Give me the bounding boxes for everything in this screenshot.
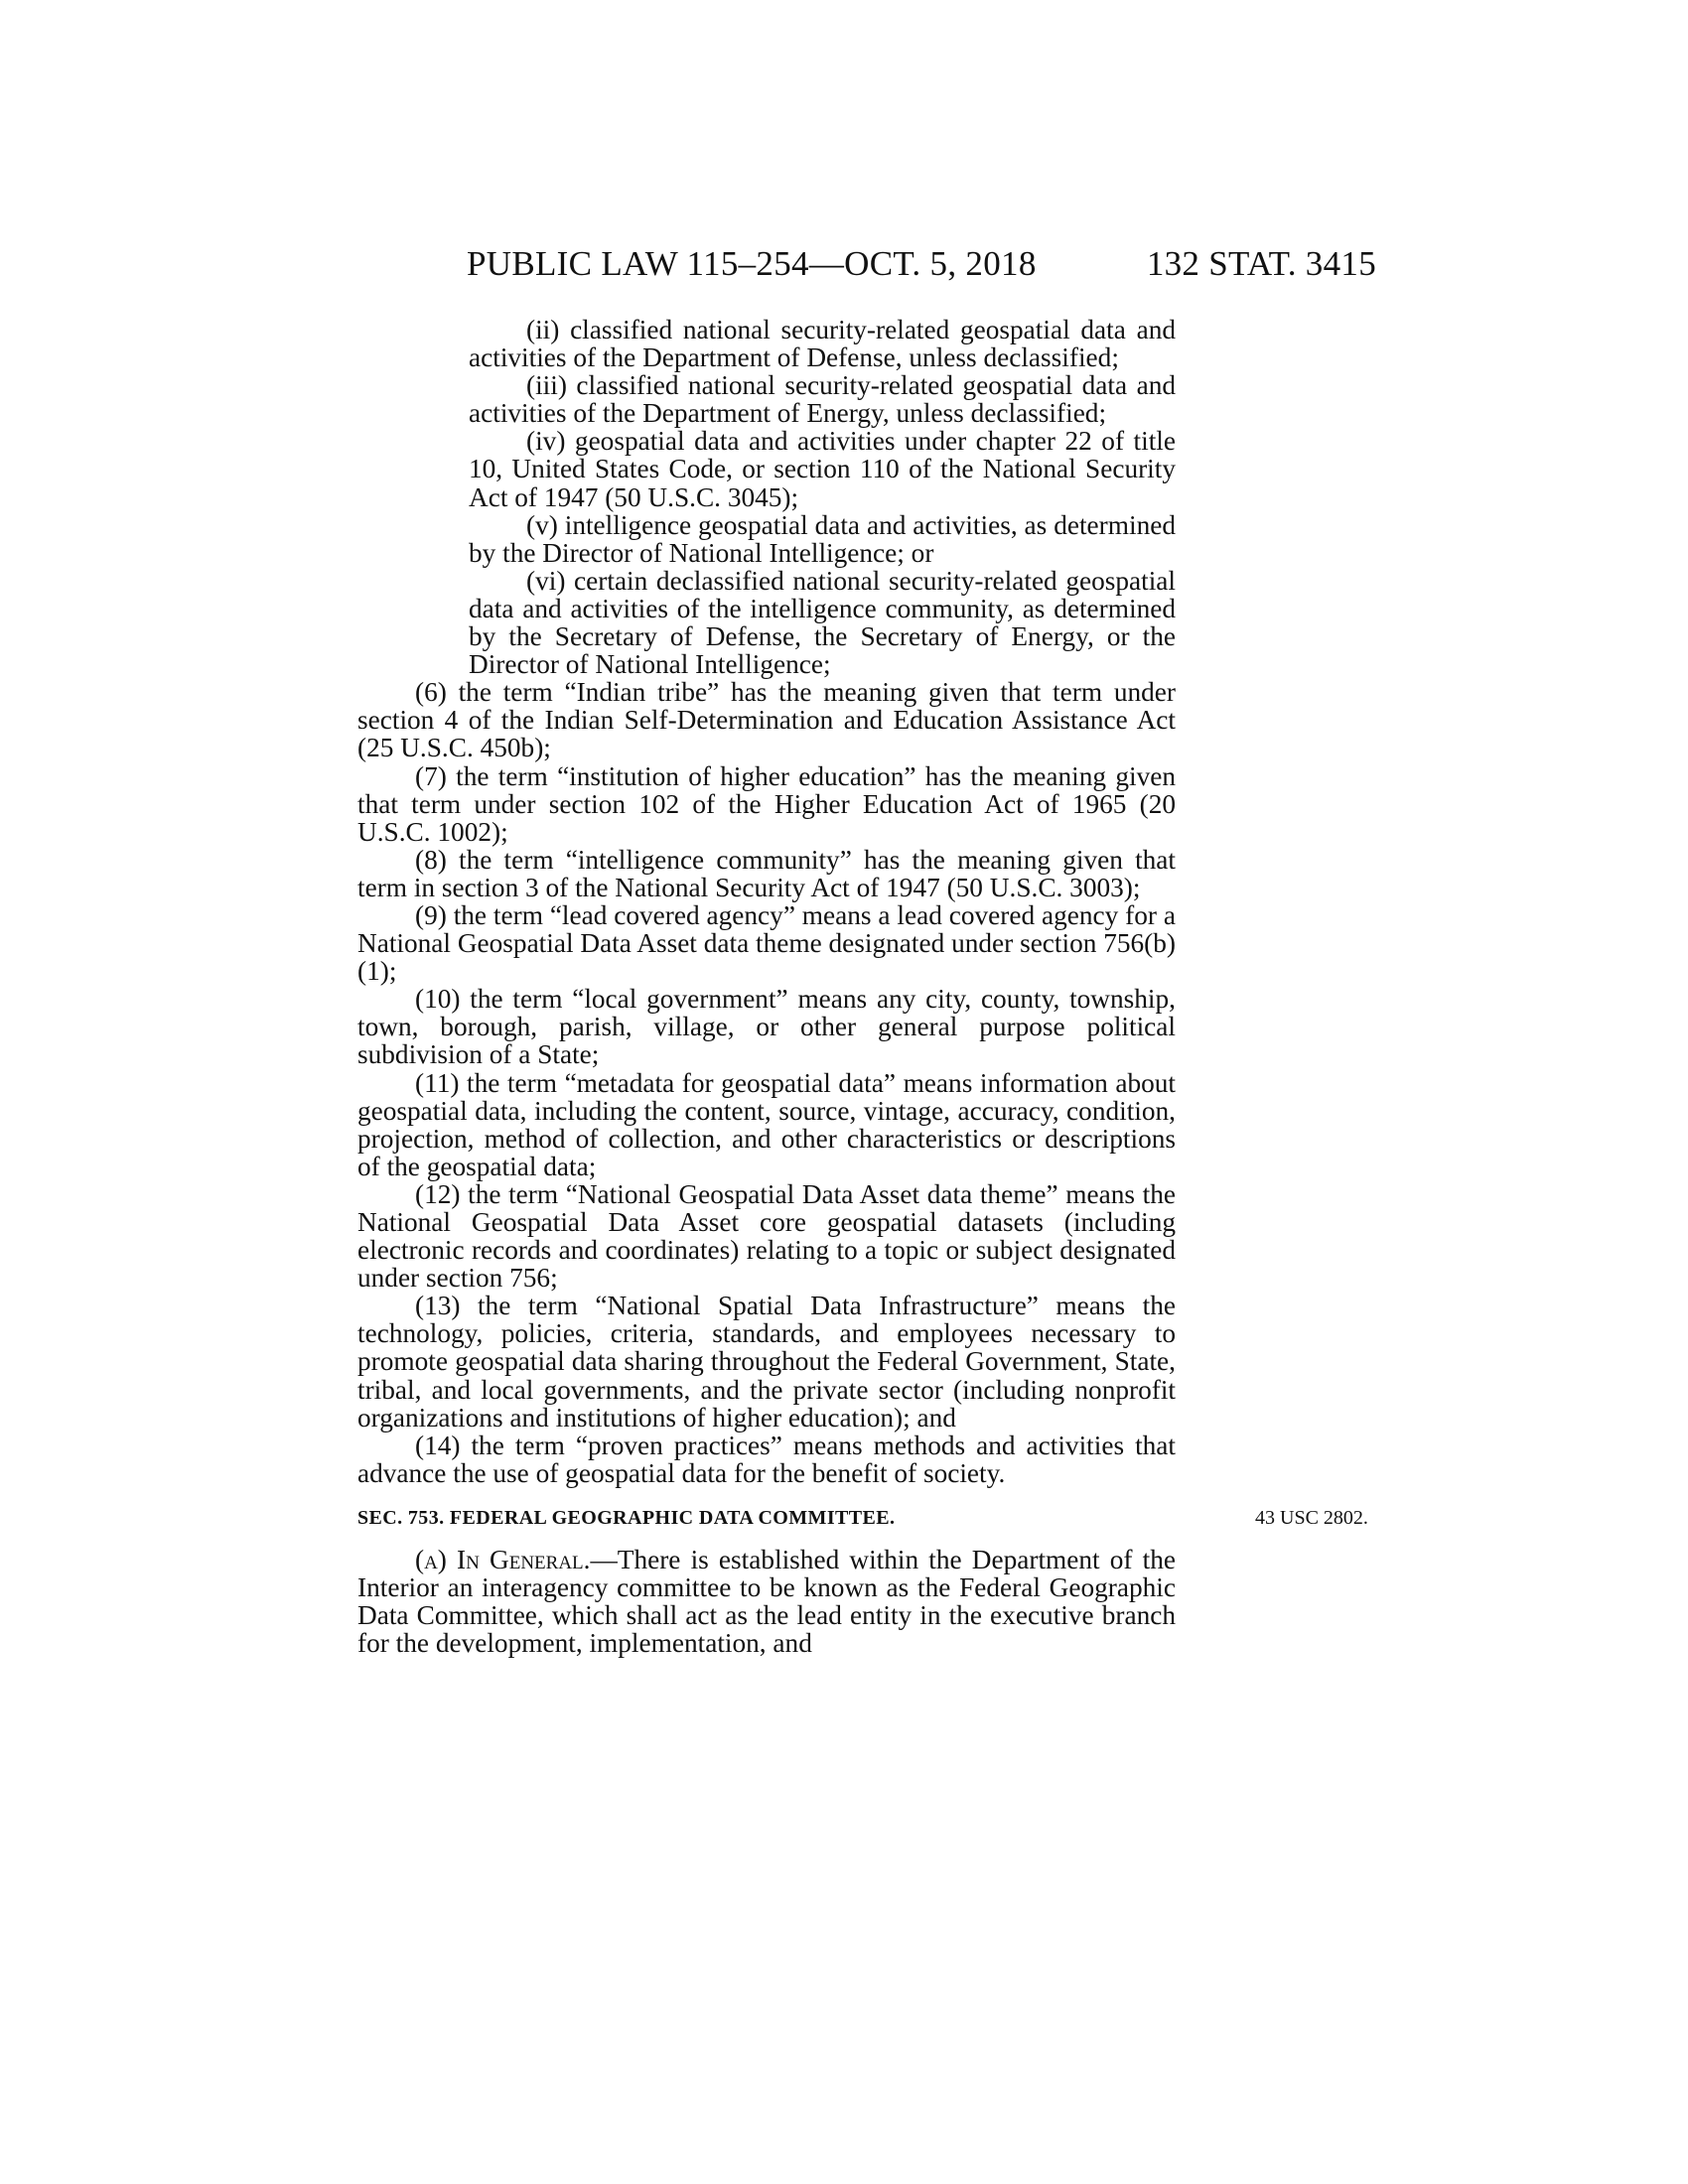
margin-citation: 43 USC 2802. (1255, 1506, 1368, 1529)
subsection-a-text: —There is established within the Department of the Interior an interagency committee to be known as the Federal Geographic Data Committee, which shall act as the lead entity in the executive branch for the development, implementation, and (357, 1544, 1176, 1659)
section-heading: SEC. 753. FEDERAL GEOGRAPHIC DATA COMMITTEE. (357, 1506, 896, 1529)
subsection-a (357, 1546, 1176, 1657)
paragraph-10: (10) the term “local government” means any city, county, township, town, borough, parish, village, or other general purpose political subdivision of a State; (357, 984, 1176, 1070)
running-header-page-number: 132 STAT. 3415 (1146, 244, 1376, 283)
subparagraph-vi: (vi) certain declassified national security-related geospatial data and activities of the intelligence community, as determined by the Secretary of Defense, the Secretary of Energy, or the Director of National Intelligence; (469, 565, 1176, 680)
paragraph-7: (7) the term “institution of higher education” has the meaning given that term under section 102 of the Higher Education Act of 1965 (20 U.S.C. 1002); (357, 760, 1176, 847)
section-heading-row (357, 1502, 1368, 1532)
subparagraph-iii: (iii) classified national security-related geospatial data and activities of the Department of Energy, unless declassified; (469, 370, 1176, 429)
paragraph-11: (11) the term “metadata for geospatial data” means information about geospatial data, including the content, source, vintage, accuracy, condition, projection, method of collection, and other characteristics or descriptions of the geospatial data; (357, 1067, 1176, 1181)
running-header-left: PUBLIC LAW 115–254—OCT. 5, 2018 (467, 244, 1037, 283)
paragraph-12: (12) the term “National Geospatial Data Asset data theme” means the National Geospatial Data Asset core geospatial datasets (including electronic records and coordinates) relating to a topic or subject designated under section 756; (357, 1178, 1176, 1294)
paragraph-6: (6) the term “Indian tribe” has the meaning given that term under section 4 of the Indian Self-Determination and Education Assistance Act (25 U.S.C. 450b); (357, 677, 1176, 763)
paragraph-8: (8) the term “intelligence community” has the meaning given that term in section 3 of the National Security Act of 1947 (50 U.S.C. 3003); (357, 844, 1176, 902)
subsection-a-label: (a) In General. (415, 1544, 591, 1574)
subparagraph-v: (v) intelligence geospatial data and activities, as determined by the Director of National Intelligence; or (469, 509, 1176, 568)
paragraph-13: (13) the term “National Spatial Data Infrastructure” means the technology, policies, criteria, standards, and employees necessary to promote geospatial data sharing throughout the Federal Government, State, tribal, and local governments, and the private sector (including nonprofit organizations and institutions of higher education); and (357, 1291, 1176, 1433)
paragraph-14: (14) the term “proven practices” means methods and activities that advance the use of geospatial data for the benefit of society. (357, 1430, 1176, 1488)
body-text (357, 315, 1368, 1659)
paragraph-9: (9) the term “lead covered agency” means a lead covered agency for a National Geospatial Data Asset data theme designated under section 756(b)(1); (357, 899, 1176, 987)
subparagraph-iv: (iv) geospatial data and activities under chapter 22 of title 10, United States Code, or section 110 of the National Security Act of 1947 (50 U.S.C. 3045); (469, 426, 1176, 512)
subparagraph-ii: (ii) classified national security-related geospatial data and activities of the Department of Defense, unless declassified; (469, 315, 1176, 373)
